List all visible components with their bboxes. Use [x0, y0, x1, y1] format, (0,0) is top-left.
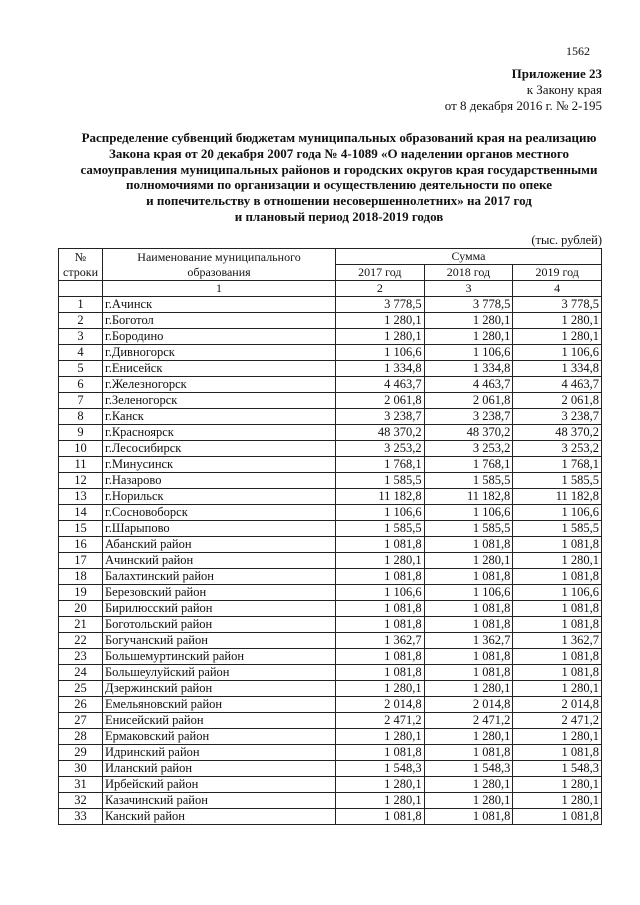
header-name-label: Наименование муниципального — [137, 249, 301, 264]
table-row — [59, 585, 602, 601]
amount-2017-cell: 1 334,8 — [336, 361, 425, 377]
title-line: Закона края от 20 декабря 2007 года № 4-1089 «О наделении органов местного — [108, 145, 570, 161]
municipality-name-cell: Балахтинский район — [103, 569, 336, 585]
amount-2019-cell: 1 585,5 — [513, 473, 602, 489]
amount-2018-cell: 1 585,5 — [424, 521, 513, 537]
amount-2019-cell: 1 280,1 — [513, 793, 602, 809]
table-row — [59, 329, 602, 345]
municipality-name-cell: Дзержинский район — [103, 681, 336, 697]
municipality-name-cell: г.Минусинск — [103, 457, 336, 473]
row-number-cell: 29 — [59, 745, 103, 761]
row-number-cell: 23 — [59, 649, 103, 665]
municipality-name-cell: г.Канск — [103, 409, 336, 425]
amount-2017-cell: 3 253,2 — [336, 441, 425, 457]
table-row — [59, 617, 602, 633]
amount-2019-cell: 1 106,6 — [513, 505, 602, 521]
amount-2018-cell: 1 081,8 — [424, 537, 513, 553]
table-row — [59, 377, 602, 393]
row-number-cell: 9 — [59, 425, 103, 441]
amount-2017-cell: 1 362,7 — [336, 633, 425, 649]
municipality-name-cell: Ермаковский район — [103, 729, 336, 745]
amount-2019-cell: 1 081,8 — [513, 809, 602, 825]
table-row — [59, 665, 602, 681]
table-row — [59, 473, 602, 489]
amount-2018-cell: 1 081,8 — [424, 665, 513, 681]
municipality-name-cell: Идринский район — [103, 745, 336, 761]
table-row — [59, 521, 602, 537]
amount-2019-cell: 1 081,8 — [513, 617, 602, 633]
table-row — [59, 761, 602, 777]
row-number-cell: 27 — [59, 713, 103, 729]
column-number-cell: 2 — [336, 281, 425, 297]
table-row — [59, 457, 602, 473]
table-row — [59, 297, 602, 313]
amount-2019-cell: 1 280,1 — [513, 313, 602, 329]
table-row — [59, 809, 602, 825]
amount-2017-cell: 1 081,8 — [336, 649, 425, 665]
header-num-label: № — [74, 249, 87, 264]
table-row — [59, 777, 602, 793]
amount-2017-cell: 1 081,8 — [336, 569, 425, 585]
amount-2017-cell: 3 238,7 — [336, 409, 425, 425]
amount-2019-cell: 1 081,8 — [513, 665, 602, 681]
amount-2019-cell: 1 585,5 — [513, 521, 602, 537]
municipality-name-cell: Богучанский район — [103, 633, 336, 649]
amount-2017-cell: 1 280,1 — [336, 729, 425, 745]
amount-2018-cell: 1 081,8 — [424, 569, 513, 585]
municipality-name-cell: г.Зеленогорск — [103, 393, 336, 409]
amount-2017-cell: 1 106,6 — [336, 505, 425, 521]
amount-2017-cell: 2 471,2 — [336, 713, 425, 729]
header-year-2018: 2018 год — [424, 265, 513, 281]
municipality-name-cell: г.Ачинск — [103, 297, 336, 313]
amount-2019-cell: 1 081,8 — [513, 745, 602, 761]
document-title — [40, 130, 638, 225]
amount-2019-cell: 1 280,1 — [513, 329, 602, 345]
amount-2017-cell: 1 081,8 — [336, 665, 425, 681]
amount-2018-cell: 1 280,1 — [424, 729, 513, 745]
amount-2018-cell: 1 081,8 — [424, 809, 513, 825]
amount-2019-cell: 1 081,8 — [513, 601, 602, 617]
amount-2019-cell: 1 280,1 — [513, 553, 602, 569]
municipality-name-cell: Ачинский район — [103, 553, 336, 569]
municipality-name-cell: г.Назарово — [103, 473, 336, 489]
appendix-title: Приложение 23 — [511, 66, 602, 81]
municipality-name-cell: Канский район — [103, 809, 336, 825]
amount-2019-cell: 3 253,2 — [513, 441, 602, 457]
row-number-cell: 13 — [59, 489, 103, 505]
amount-2018-cell: 1 280,1 — [424, 329, 513, 345]
amount-2019-cell: 1 106,6 — [513, 345, 602, 361]
amount-2017-cell: 1 081,8 — [336, 745, 425, 761]
amount-2018-cell: 1 280,1 — [424, 313, 513, 329]
title-line: и плановый период 2018-2019 годов — [234, 208, 444, 224]
amount-2017-cell: 4 463,7 — [336, 377, 425, 393]
row-number-cell: 5 — [59, 361, 103, 377]
row-number-cell: 15 — [59, 521, 103, 537]
amount-2017-cell: 2 014,8 — [336, 697, 425, 713]
amount-2018-cell: 1 334,8 — [424, 361, 513, 377]
table-row — [59, 553, 602, 569]
amount-2018-cell: 1 081,8 — [424, 649, 513, 665]
table-row — [59, 745, 602, 761]
amount-2018-cell: 1 106,6 — [424, 585, 513, 601]
municipality-name-cell: г.Боготол — [103, 313, 336, 329]
row-number-cell: 31 — [59, 777, 103, 793]
header-name-sublabel: образования — [187, 264, 251, 279]
row-number-cell: 8 — [59, 409, 103, 425]
amount-2019-cell: 1 280,1 — [513, 681, 602, 697]
amount-2017-cell: 1 280,1 — [336, 681, 425, 697]
row-number-cell: 25 — [59, 681, 103, 697]
table-row — [59, 601, 602, 617]
table-body — [59, 249, 602, 825]
table-row — [59, 633, 602, 649]
appendix-law-date: от 8 декабря 2016 г. № 2-195 — [444, 98, 602, 113]
amount-2018-cell: 1 106,6 — [424, 505, 513, 521]
municipality-name-cell: г.Норильск — [103, 489, 336, 505]
amount-2018-cell: 3 253,2 — [424, 441, 513, 457]
amount-2019-cell: 48 370,2 — [513, 425, 602, 441]
amount-2018-cell: 1 280,1 — [424, 681, 513, 697]
amount-2018-cell: 1 362,7 — [424, 633, 513, 649]
amount-2018-cell: 1 081,8 — [424, 601, 513, 617]
units-label: (тыс. рублей) — [531, 233, 602, 247]
amount-2018-cell: 1 768,1 — [424, 457, 513, 473]
table-row — [59, 697, 602, 713]
row-number-cell: 24 — [59, 665, 103, 681]
row-number-cell: 21 — [59, 617, 103, 633]
page-number: 1562 — [566, 44, 590, 58]
amount-2019-cell: 3 238,7 — [513, 409, 602, 425]
amount-2018-cell: 1 280,1 — [424, 553, 513, 569]
row-number-cell: 19 — [59, 585, 103, 601]
header-num-sublabel: строки — [63, 264, 98, 279]
header-num-cell — [59, 249, 103, 281]
municipality-name-cell: Абанский район — [103, 537, 336, 553]
amount-2019-cell: 1 106,6 — [513, 585, 602, 601]
subvention-table — [58, 248, 602, 825]
amount-2019-cell: 3 778,5 — [513, 297, 602, 313]
table-row — [59, 489, 602, 505]
amount-2018-cell: 2 014,8 — [424, 697, 513, 713]
table-row — [59, 393, 602, 409]
amount-2018-cell: 1 081,8 — [424, 617, 513, 633]
amount-2018-cell: 1 280,1 — [424, 777, 513, 793]
table-row — [59, 345, 602, 361]
amount-2019-cell: 1 334,8 — [513, 361, 602, 377]
amount-2017-cell: 1 106,6 — [336, 585, 425, 601]
header-row — [59, 249, 602, 265]
municipality-name-cell: Енисейский район — [103, 713, 336, 729]
municipality-name-cell: г.Сосновоборск — [103, 505, 336, 521]
amount-2019-cell: 1 768,1 — [513, 457, 602, 473]
municipality-name-cell: г.Лесосибирск — [103, 441, 336, 457]
amount-2018-cell: 2 061,8 — [424, 393, 513, 409]
amount-2017-cell: 1 081,8 — [336, 601, 425, 617]
amount-2018-cell: 4 463,7 — [424, 377, 513, 393]
amount-2019-cell: 1 081,8 — [513, 569, 602, 585]
amount-2017-cell: 1 585,5 — [336, 521, 425, 537]
header-year-2019: 2019 год — [513, 265, 602, 281]
amount-2017-cell: 1 768,1 — [336, 457, 425, 473]
row-number-cell: 7 — [59, 393, 103, 409]
table-row — [59, 313, 602, 329]
row-number-cell: 14 — [59, 505, 103, 521]
amount-2019-cell: 1 548,3 — [513, 761, 602, 777]
column-number-cell — [59, 281, 103, 297]
table-row — [59, 409, 602, 425]
amount-2018-cell: 2 471,2 — [424, 713, 513, 729]
amount-2017-cell: 1 585,5 — [336, 473, 425, 489]
amount-2018-cell: 1 585,5 — [424, 473, 513, 489]
column-number-cell: 4 — [513, 281, 602, 297]
table-row — [59, 537, 602, 553]
row-number-cell: 20 — [59, 601, 103, 617]
amount-2018-cell: 1 106,6 — [424, 345, 513, 361]
column-number-cell: 3 — [424, 281, 513, 297]
column-numbers-row — [59, 281, 602, 297]
municipality-name-cell: г.Шарыпово — [103, 521, 336, 537]
row-number-cell: 12 — [59, 473, 103, 489]
municipality-name-cell: г.Дивногорск — [103, 345, 336, 361]
amount-2017-cell: 1 280,1 — [336, 313, 425, 329]
row-number-cell: 1 — [59, 297, 103, 313]
amount-2018-cell: 1 280,1 — [424, 793, 513, 809]
amount-2018-cell: 3 238,7 — [424, 409, 513, 425]
header-name-cell — [103, 249, 336, 281]
row-number-cell: 3 — [59, 329, 103, 345]
amount-2019-cell: 2 061,8 — [513, 393, 602, 409]
amount-2019-cell: 2 471,2 — [513, 713, 602, 729]
municipality-name-cell: г.Бородино — [103, 329, 336, 345]
amount-2018-cell: 1 548,3 — [424, 761, 513, 777]
municipality-name-cell: Иланский район — [103, 761, 336, 777]
row-number-cell: 26 — [59, 697, 103, 713]
municipality-name-cell: г.Красноярск — [103, 425, 336, 441]
row-number-cell: 28 — [59, 729, 103, 745]
table-row — [59, 729, 602, 745]
row-number-cell: 33 — [59, 809, 103, 825]
municipality-name-cell: Большеулуйский район — [103, 665, 336, 681]
municipality-name-cell: Бирилюсский район — [103, 601, 336, 617]
row-number-cell: 16 — [59, 537, 103, 553]
municipality-name-cell: Емельяновский район — [103, 697, 336, 713]
table-row — [59, 361, 602, 377]
row-number-cell: 30 — [59, 761, 103, 777]
amount-2018-cell: 3 778,5 — [424, 297, 513, 313]
amount-2017-cell: 11 182,8 — [336, 489, 425, 505]
amount-2017-cell: 1 280,1 — [336, 329, 425, 345]
amount-2017-cell: 1 280,1 — [336, 553, 425, 569]
table-row — [59, 713, 602, 729]
table-row — [59, 793, 602, 809]
amount-2019-cell: 2 014,8 — [513, 697, 602, 713]
row-number-cell: 22 — [59, 633, 103, 649]
row-number-cell: 10 — [59, 441, 103, 457]
table-row — [59, 425, 602, 441]
amount-2017-cell: 1 106,6 — [336, 345, 425, 361]
amount-2017-cell: 1 081,8 — [336, 809, 425, 825]
row-number-cell: 11 — [59, 457, 103, 473]
header-sum-cell: Сумма — [336, 249, 602, 265]
title-line: Распределение субвенций бюджетам муниципальных образований края на реализацию — [81, 130, 597, 145]
title-line: самоуправления муниципальных районов и городских округов края государственными — [80, 161, 598, 177]
amount-2017-cell: 1 280,1 — [336, 793, 425, 809]
row-number-cell: 6 — [59, 377, 103, 393]
municipality-name-cell: Большемуртинский район — [103, 649, 336, 665]
municipality-name-cell: Ирбейский район — [103, 777, 336, 793]
municipality-name-cell: г.Железногорск — [103, 377, 336, 393]
row-number-cell: 18 — [59, 569, 103, 585]
amount-2017-cell: 1 081,8 — [336, 537, 425, 553]
amount-2019-cell: 1 081,8 — [513, 649, 602, 665]
header-year-2017: 2017 год — [336, 265, 425, 281]
row-number-cell: 17 — [59, 553, 103, 569]
amount-2017-cell: 48 370,2 — [336, 425, 425, 441]
title-line: и попечительству в отношении несовершеннолетних» на 2017 год — [146, 193, 532, 209]
municipality-name-cell: Казачинский район — [103, 793, 336, 809]
column-number-cell: 1 — [103, 281, 336, 297]
table-row — [59, 649, 602, 665]
amount-2017-cell: 3 778,5 — [336, 297, 425, 313]
amount-2019-cell: 11 182,8 — [513, 489, 602, 505]
amount-2019-cell: 4 463,7 — [513, 377, 602, 393]
amount-2019-cell: 1 280,1 — [513, 729, 602, 745]
municipality-name-cell: Березовский район — [103, 585, 336, 601]
amount-2019-cell: 1 280,1 — [513, 777, 602, 793]
appendix-law-ref: к Закону края — [526, 82, 602, 97]
municipality-name-cell: г.Енисейск — [103, 361, 336, 377]
amount-2017-cell: 2 061,8 — [336, 393, 425, 409]
amount-2017-cell: 1 548,3 — [336, 761, 425, 777]
municipality-name-cell: Боготольский район — [103, 617, 336, 633]
title-line: полномочиями по организации и осуществлению деятельности по опеке — [126, 177, 552, 193]
amount-2018-cell: 1 081,8 — [424, 745, 513, 761]
amount-2019-cell: 1 081,8 — [513, 537, 602, 553]
table-row — [59, 505, 602, 521]
row-number-cell: 32 — [59, 793, 103, 809]
amount-2017-cell: 1 280,1 — [336, 777, 425, 793]
amount-2017-cell: 1 081,8 — [336, 617, 425, 633]
amount-2018-cell: 48 370,2 — [424, 425, 513, 441]
appendix-block — [445, 66, 602, 114]
table-row — [59, 681, 602, 697]
row-number-cell: 4 — [59, 345, 103, 361]
table-row — [59, 441, 602, 457]
amount-2019-cell: 1 362,7 — [513, 633, 602, 649]
row-number-cell: 2 — [59, 313, 103, 329]
amount-2018-cell: 11 182,8 — [424, 489, 513, 505]
table-row — [59, 569, 602, 585]
